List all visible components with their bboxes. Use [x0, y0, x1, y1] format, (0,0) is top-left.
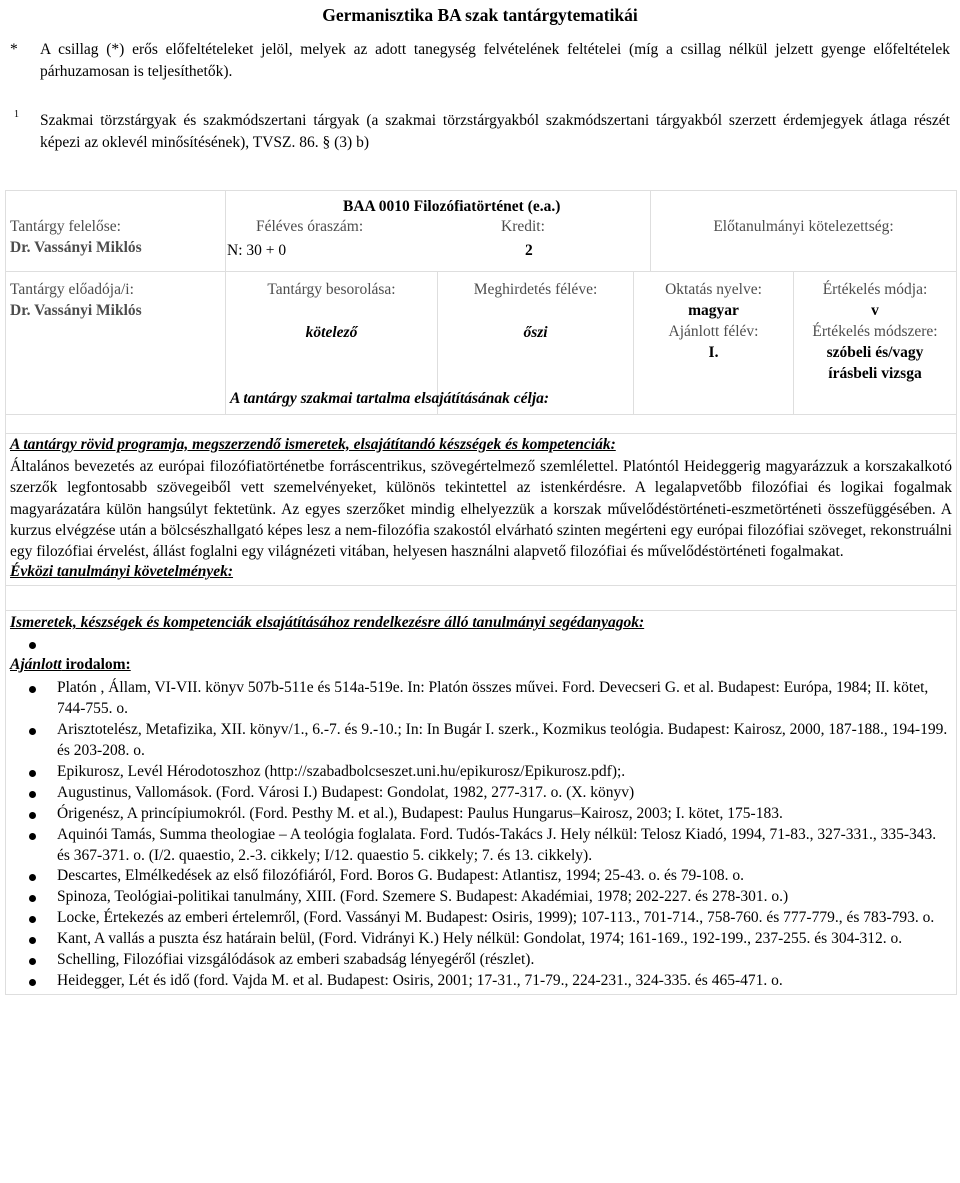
responsible-cell — [6, 191, 226, 271]
lecturer-cell — [6, 272, 226, 414]
list-item — [10, 634, 952, 655]
program-cell — [6, 434, 956, 585]
hours-label: Féléves óraszám: — [256, 218, 364, 235]
list-item: Heidegger, Lét és idő (ford. Vajda M. et al. Budapest: Osiris, 2001; 17-31., 71-79., 224-231., 324-335. és 465-471. o. — [10, 971, 952, 992]
language-value: magyar — [688, 301, 739, 319]
program-row — [6, 434, 956, 586]
page-title: Germanisztika BA szak tantárgytematikái — [322, 5, 638, 25]
eval-method-value: szóbeli és/vagy írásbeli vizsga — [826, 343, 924, 382]
lecturer-name: Dr. Vassányi Miklós — [10, 301, 142, 319]
course-details-row — [6, 272, 956, 415]
literature-heading-bold: irodalom: — [61, 656, 131, 674]
list-item: Descartes, Elmélkedések az első filozófiáról, Ford. Boros G. Budapest: Atlantisz, 1994; 25-43. o. és 79-108. o. — [10, 866, 952, 887]
recommended-value: I. — [708, 343, 719, 361]
prereq-label: Előtanulmányi kötelezettség: — [713, 218, 894, 235]
responsible-label: Tantárgy felelőse: — [10, 218, 121, 235]
list-item: Schelling, Filozófiai vizsgálódások az emberi szabadság lényegéről (részlet). — [10, 950, 952, 971]
materials-list — [10, 634, 952, 655]
materials-heading: Ismeretek, készségek és kompetenciák elsajátításához rendelkezésre álló tanulmányi segédanyagok: — [10, 614, 645, 632]
eval-method-label: Értékelés módszere: — [812, 322, 938, 340]
materials-row — [6, 611, 956, 994]
literature-list — [10, 678, 952, 992]
program-text: Általános bevezetés az európai filozófiatörténetbe forráscentrikus, szövegértelmező szemlélettel. Platóntól Heideggerig magyarázzuk a korszakalkotó szerzők legfontosabb szövegeiből vett szemelvényeket, különös tekintettel az istenkérdésre. A legalapvetőbb filozófiai és logikai fogalmak magyarázatára külön hangsúlyt fektetünk. Az egyes szerzőket mindig elhelyezzük a korszak művelődéstörténeti-eszmetörténeti összefüggésében. A kurzus elvégzése után a bölcsészhallgató képes lesz a nem-filozófia szakostól elvárható szinten megérteni egy európai filozófiai szöveget, rekonstruálni egy filozófiai érvelést, állást foglalni egy világnézeti vitában, helyesen használni alapvető filozófiai és művelődéstörténeti fogalmakat. — [10, 457, 952, 561]
language-cell — [634, 272, 794, 414]
requirements-content-row — [6, 586, 956, 611]
footnote-text: A csillag (*) erős előfeltételeket jelöl, melyek az adott tanegység felvételének feltételei (míg a csillag nélkül jelzett gyenge előfeltételek párhuzamosan is teljesíthetők). — [40, 41, 950, 80]
prereq-cell — [651, 191, 956, 271]
requirements-heading: Évközi tanulmányi követelmények: — [10, 563, 234, 581]
list-item: Epikurosz, Levél Hérodotoszhoz (http://szabadbolcseszet.uni.hu/epikurosz/Epikurosz.pdf);. — [10, 762, 952, 783]
goal-heading: A tantárgy szakmai tartalma elsajátításának célja: — [230, 390, 550, 407]
list-item: Augustinus, Vallomások. (Ford. Városi I.) Budapest: Gondolat, 1982, 277-317. o. (X. könyv) — [10, 783, 952, 804]
credit-label: Kredit: — [501, 218, 545, 235]
evaluation-cell — [794, 272, 956, 414]
list-item: Arisztotelész, Metafizika, XII. könyv/1., 6.-7. és 9.-10.; In: In Bugár I. szerk., Kozmikus teológia. Budapest: Kairosz, 2000, 187-188., 194-199. és 203-208. o. — [10, 720, 952, 762]
course-main-cell — [226, 191, 651, 271]
semester-value: őszi — [523, 323, 548, 341]
language-label: Oktatás nyelve: — [665, 281, 762, 298]
footnote-mark: * — [10, 41, 18, 58]
footnote-mark: 1 — [14, 109, 19, 120]
list-item: Locke, Értekezés az emberi értelemről, (Ford. Vassányi M. Budapest: Osiris, 1999); 107-113., 701-714., 758-760. és 777-779., és 783-793. o. — [10, 908, 952, 929]
responsible-name: Dr. Vassányi Miklós — [10, 238, 142, 256]
course-table — [5, 190, 957, 995]
goal-content-row — [6, 415, 956, 434]
course-header-row — [6, 191, 956, 272]
list-item: Kant, A vallás a puszta ész határain belül, (Ford. Vidrányi K.) Hely nélkül: Gondolat, 1974; 161-169., 192-199., 237-255. és 304-312. o. — [10, 929, 952, 950]
literature-heading-italic: Ajánlott — [10, 656, 62, 674]
list-item: Aquinói Tamás, Summa theologiae – A teológia foglalata. Ford. Tudós-Takács J. Hely nélkül: Telosz Kiadó, 1994, 71-83., 327-331., 335-343. és 367-371. o. (I/2. quaestio, 2.-3. cikkely; I/12. quaestio 5. cikkely; 7. és 13. cikkely). — [10, 825, 952, 867]
eval-mode-label: Értékelés módja: — [822, 281, 928, 298]
list-item: Platón , Állam, VI-VII. könyv 507b-511e és 514a-519e. In: Platón összes művei. Ford. Devecseri G. et al. Budapest: Európa, 1984; II. kötet, 744-755. o. — [10, 678, 952, 720]
hours-value: N: 30 + 0 — [227, 242, 287, 259]
semester-label: Meghirdetés féléve: — [473, 281, 598, 298]
footnote-one — [10, 110, 950, 154]
recommended-label: Ajánlott félév: — [668, 322, 759, 340]
course-code-title: BAA 0010 Filozófiatörténet (e.a.) — [343, 198, 561, 215]
eval-mode-value: v — [871, 301, 879, 319]
program-heading: A tantárgy rövid programja, megszerzendő ismeretek, elsajátítandó készségek és kompetenciák: — [10, 436, 616, 453]
credit-value: 2 — [525, 242, 533, 259]
materials-cell — [6, 611, 956, 994]
classification-label: Tantárgy besorolása: — [267, 281, 396, 298]
literature-heading — [10, 655, 952, 676]
classification-value: kötelező — [305, 323, 358, 341]
footnote-star — [10, 39, 950, 83]
footnote-text: Szakmai törzstárgyak és szakmódszertani tárgyak (a szakmai törzstárgyakból szakmódszertani tárgyakból szerzett érdemjegyek átlaga részét képezi az oklevél minősítésének), TVSZ. 86. § (3) b) — [40, 112, 950, 151]
list-item: Órigenész, A princípiumokról. (Ford. Pesthy M. et al.), Budapest: Paulus Hungarus–Kairosz, 2003; I. kötet, 175-183. — [10, 804, 952, 825]
lecturer-label: Tantárgy előadója/i: — [10, 281, 134, 298]
list-item: Spinoza, Teológiai-politikai tanulmány, XIII. (Ford. Szemere S. Budapest: Akadémiai, 1978; 202-227. és 278-301. o.) — [10, 887, 952, 908]
